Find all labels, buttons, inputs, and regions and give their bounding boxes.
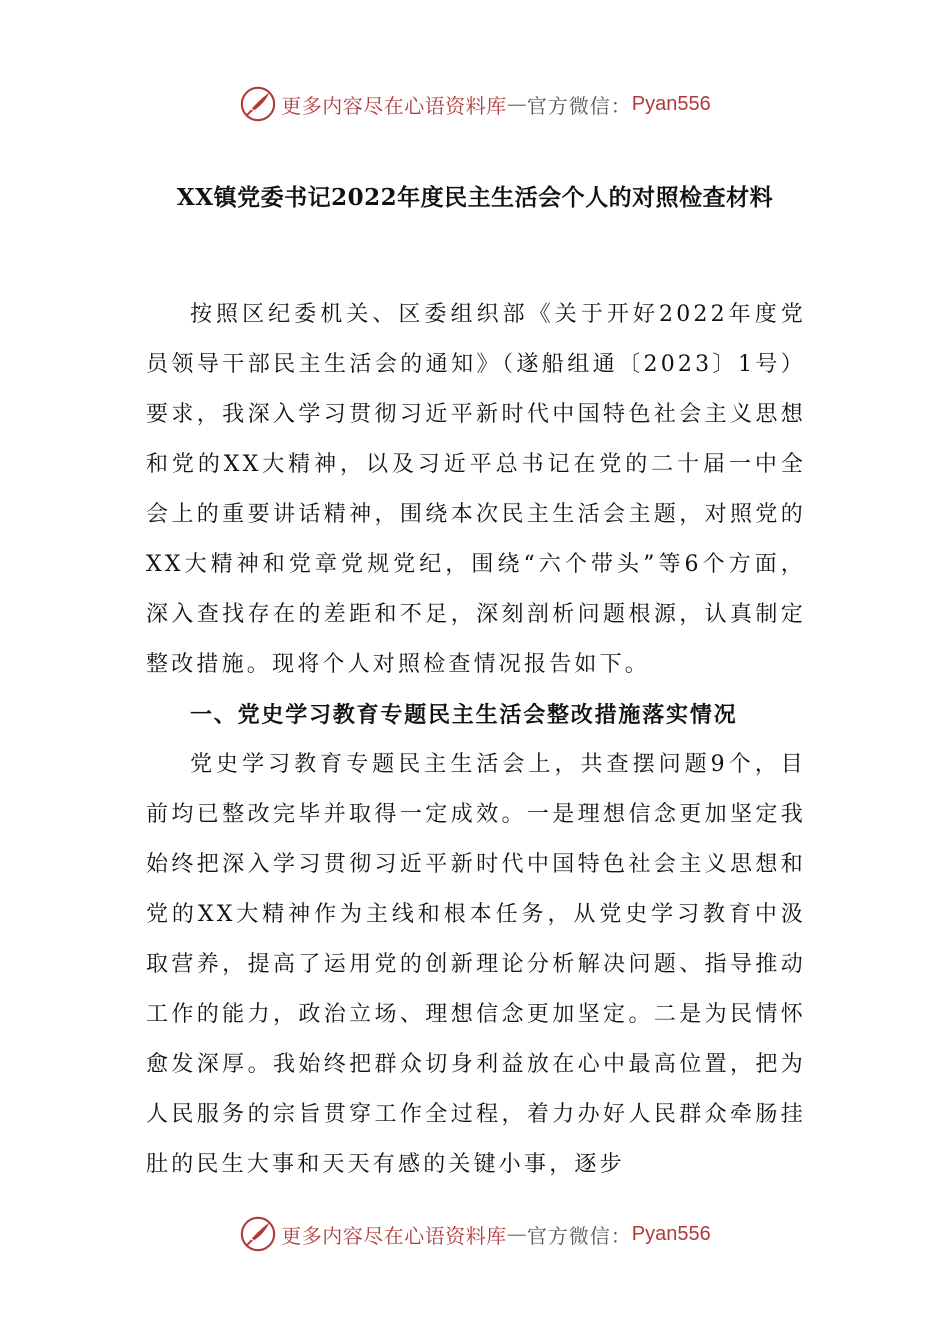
document-title: XX镇党委书记2022年度民主生活会个人的对照检查材料 (176, 184, 774, 211)
section-heading-1: 一、党史学习教育专题民主生活会整改措施落实情况 (190, 702, 738, 728)
watermark-handle: Pyan556 (631, 1222, 711, 1245)
watermark-dash: — (506, 1222, 527, 1246)
intro-paragraph: 按照区纪委机关、区委组织部《关于开好2022年度党员领导干部民主生活会的通知》（遂船组通〔2023〕1号）要求，我深入学习贯彻习近平新时代中国特色社会主义思想和党的XX大精神，以及习近平总书记在党的二十届一中全会上的重要讲话精神，围绕本次民主生活会主题，对照党的XX大精神和党章党规党纪，围绕“六个带头”等6个方面，深入查找存在的差距和不足，深刻剖析问题根源，认真制定整改措施。现将个人对照检查情况报告如下。 (146, 302, 806, 677)
watermark-account-label: 官方微信： (526, 1223, 632, 1248)
section-1-paragraph: 党史学习教育专题民主生活会上，共查摆问题9个，目前均已整改完毕并取得一定成效。一是理想信念更加坚定我始终把深入学习贯彻习近平新时代中国特色社会主义思想和党的XX大精神作为主线和根本任务，从党史学习教育中汲取营养，提高了运用党的创新理论分析解决问题、指导推动工作的能力，政治立场、理想信念更加坚定。二是为民情怀愈发深厚。我始终把群众切身利益放在心中最高位置，把为人民服务的宗旨贯穿工作全过程，着力办好人民群众牵肠挂肚的民生大事和天天有感的关键小事，逐步 (146, 752, 806, 1177)
watermark-dash: — (506, 92, 527, 116)
watermark-account-label: 官方微信： (526, 93, 632, 118)
watermark-footer (0, 1212, 950, 1256)
document-body (146, 290, 806, 1190)
watermark-text: 更多内容尽在心语资料库 (281, 93, 507, 118)
watermark-header (0, 82, 950, 126)
watermark-text: 更多内容尽在心语资料库 (281, 1223, 507, 1248)
watermark-handle: Pyan556 (631, 92, 711, 115)
quill-logo-icon (239, 1215, 277, 1253)
quill-logo-icon (239, 85, 277, 123)
